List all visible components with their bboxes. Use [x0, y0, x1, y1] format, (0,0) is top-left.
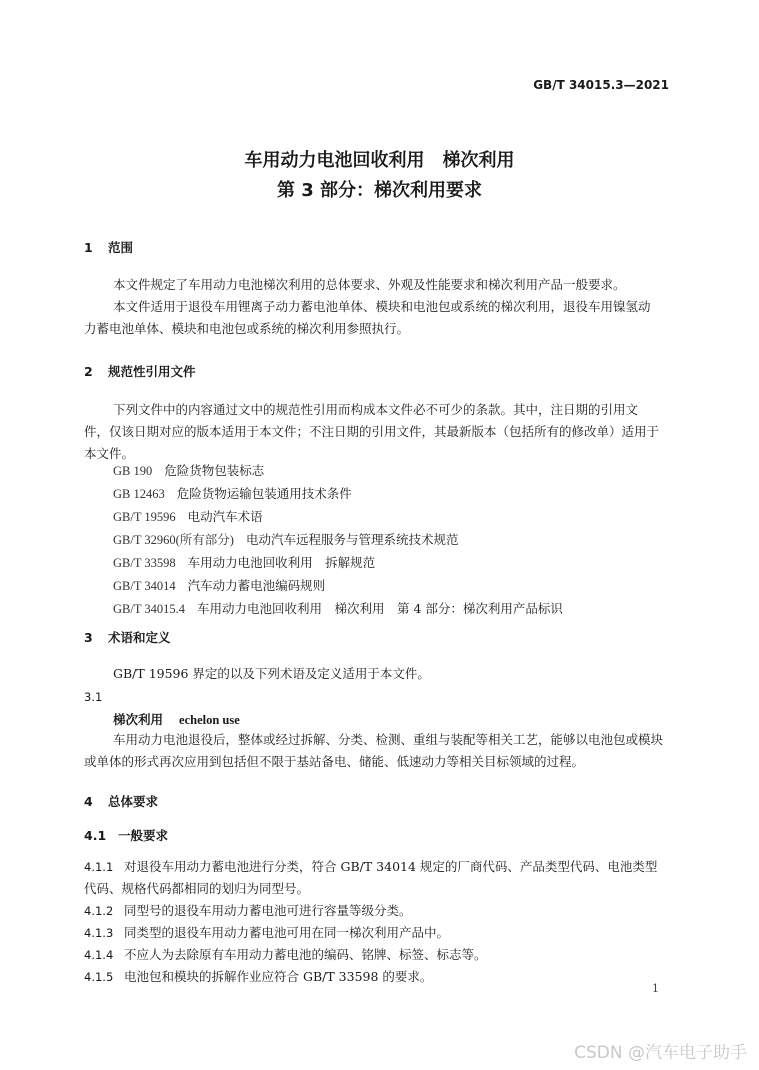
- clause-text: 电池包和模块的拆解作业应符合 GB/T 33598 的要求。: [124, 969, 433, 984]
- section-title: 规范性引用文件: [108, 364, 196, 379]
- reference-title: 电动汽车术语: [187, 509, 263, 524]
- clause-text: 不应人为去除原有车用动力蓄电池的编码、铭牌、标签、标志等。: [124, 947, 487, 962]
- term-english: echelon use: [179, 713, 240, 727]
- section-title: 总体要求: [108, 794, 159, 809]
- section-heading-2: [84, 362, 196, 380]
- section-heading-4: [84, 792, 158, 810]
- section-heading-1: [84, 238, 133, 256]
- watermark: CSDN @汽车电子助手: [574, 1043, 747, 1063]
- reference-title: 车用动力电池回收利用 拆解规范: [187, 555, 376, 570]
- clause-continuation: 代码、规格代码都相同的划归为同型号。: [84, 881, 310, 896]
- definition: 车用动力电池退役后，整体或经过拆解、分类、检测、重组与装配等相关工艺，能够以电池包或模块: [113, 732, 664, 747]
- paragraph: GB/T 19596 界定的以及下列术语及定义适用于本文件。: [113, 666, 430, 681]
- reference-code: GB/T 32960(所有部分): [113, 533, 234, 547]
- clause-number: 4.1.3: [84, 926, 114, 940]
- section-title: 范围: [108, 240, 134, 255]
- term-number: 3.1: [84, 690, 103, 704]
- standard-number: GB/T 34015.3—2021: [533, 78, 669, 92]
- subsection-number: 4.1: [84, 828, 107, 843]
- clause: [84, 945, 487, 963]
- section-number: 2: [84, 364, 93, 379]
- section-number: 1: [84, 240, 93, 255]
- reference-code: GB 190: [113, 464, 153, 478]
- reference-code: GB/T 19596: [113, 510, 176, 524]
- reference-title: 汽车动力蓄电池编码规则: [187, 578, 326, 593]
- definition-continuation: 或单体的形式再次应用到包括但不限于基站备电、储能、低速动力等相关目标领域的过程。: [84, 754, 585, 769]
- reference-title: 危险货物包装标志: [164, 463, 265, 478]
- section-number: 4: [84, 794, 93, 809]
- term-entry: [113, 710, 240, 728]
- clause-number: 4.1.4: [84, 948, 114, 962]
- reference-item: [113, 507, 263, 525]
- paragraph-continuation: 件，仅该日期对应的版本适用于本文件；不注日期的引用文件，其最新版本（包括所有的修改单）适用于: [84, 424, 660, 439]
- reference-title: 车用动力电池回收利用 梯次利用 第 4 部分：梯次利用产品标识: [197, 601, 563, 616]
- paragraph-continuation: 力蓄电池单体、模块和电池包或系统的梯次利用参照执行。: [84, 321, 410, 336]
- subsection-heading: [84, 826, 168, 844]
- clause-number: 4.1.2: [84, 904, 114, 918]
- clause-text: 同型号的退役车用动力蓄电池可进行容量等级分类。: [124, 903, 412, 918]
- subsection-title: 一般要求: [118, 828, 169, 843]
- reference-item: [113, 530, 458, 548]
- clause: [84, 923, 449, 941]
- clause-text: 同类型的退役车用动力蓄电池可用在同一梯次利用产品中。: [124, 925, 450, 940]
- paragraph: 本文件规定了车用动力电池梯次利用的总体要求、外观及性能要求和梯次利用产品一般要求。: [113, 277, 626, 292]
- reference-code: GB/T 34015.4: [113, 602, 185, 616]
- reference-item: [113, 576, 325, 594]
- clause: [84, 901, 412, 919]
- clause-number: 4.1.1: [84, 860, 114, 874]
- reference-code: GB/T 34014: [113, 579, 176, 593]
- paragraph-continuation: 本文件。: [84, 446, 135, 461]
- reference-title: 危险货物运输包装通用技术条件: [176, 486, 352, 501]
- document-title-line1: 车用动力电池回收利用 梯次利用: [244, 150, 515, 171]
- paragraph: 下列文件中的内容通过文中的规范性引用而构成本文件必不可少的条款。其中，注日期的引用文: [113, 402, 639, 417]
- paragraph: 本文件适用于退役车用锂离子动力蓄电池单体、模块和电池包或系统的梯次利用，退役车用镍氢动: [113, 299, 651, 314]
- clause-number: 4.1.5: [84, 970, 114, 984]
- reference-code: GB/T 33598: [113, 556, 176, 570]
- document-title-line2: 第 3 部分：梯次利用要求: [276, 180, 483, 201]
- term-chinese: 梯次利用: [113, 712, 164, 727]
- reference-item: [113, 461, 264, 479]
- clause: [84, 857, 657, 875]
- reference-title: 电动汽车远程服务与管理系统技术规范: [245, 532, 459, 547]
- page-number: 1: [652, 982, 659, 995]
- clause: [84, 967, 432, 985]
- section-title: 术语和定义: [108, 630, 171, 645]
- section-number: 3: [84, 630, 93, 645]
- clause-text: 对退役车用动力蓄电池进行分类，符合 GB/T 34014 规定的厂商代码、产品类型代码、电池类型: [124, 859, 658, 874]
- reference-code: GB 12463: [113, 487, 165, 501]
- section-heading-3: [84, 628, 171, 646]
- reference-item: [113, 553, 375, 571]
- reference-item: [113, 484, 352, 502]
- reference-item: [113, 599, 563, 617]
